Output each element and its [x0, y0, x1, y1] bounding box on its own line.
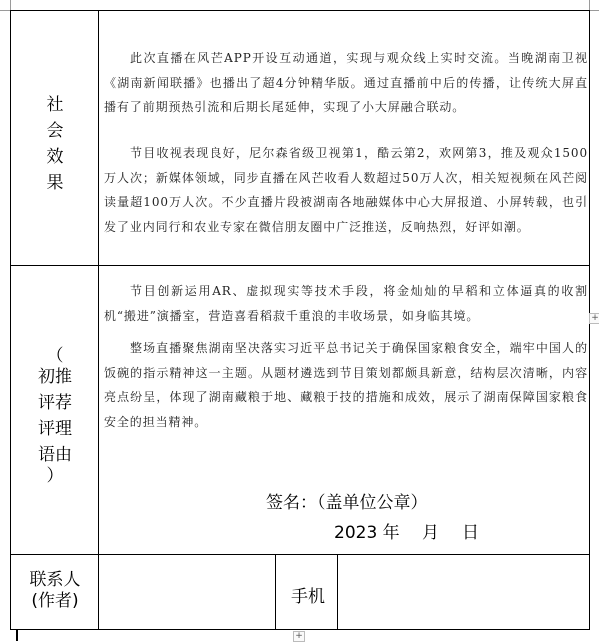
- next-row-stub: [16, 630, 18, 641]
- label-char: 会: [46, 121, 64, 141]
- social-effect-paragraph-1: 此次直播在风芒APP开设互动通道，实现与观众线上实时交流。当晚湖南卫视《湖南新闻联播》也播出了超4分钟精华版。通过直播前中后的传播，让传统大屏直播有了前期预热引流和后期长尾延伸，实现了小大屏融合联动。: [104, 51, 588, 114]
- table-left-border: [10, 10, 11, 630]
- recommendation-paragraph-1: 节目创新运用AR、虚拟现实等技术手段，将金灿灿的早稻和立体逼真的收割机“搬进”演播室，营造喜看稻菽千重浪的丰收场景，如身临其境。: [104, 284, 588, 323]
- signature-line: 签名：（盖单位公章）: [266, 493, 428, 513]
- table-bottom-border: [10, 629, 590, 630]
- contact-label-line1: 联系人: [29, 570, 81, 590]
- contact-label: [12, 570, 98, 612]
- label-char: （: [46, 346, 64, 366]
- crop-mark-v: [10, 0, 11, 10]
- add-row-marker[interactable]: +: [293, 631, 305, 642]
- crop-mark-h: [0, 10, 10, 11]
- label-char: 评荐: [38, 393, 72, 413]
- label-char: 语由: [38, 445, 72, 465]
- contact-phone-divider: [275, 554, 276, 630]
- label-column-divider: [98, 10, 99, 630]
- crop-mark-v-right: [589, 0, 590, 10]
- row-divider-2: [10, 554, 590, 555]
- label-char: 社: [46, 95, 64, 115]
- contact-label-line2: (作者): [31, 591, 79, 611]
- label-char: ）: [46, 466, 64, 486]
- label-char: 果: [46, 173, 64, 193]
- label-char: 评理: [38, 419, 72, 439]
- label-char: 效: [46, 147, 64, 167]
- social-effect-paragraph-2: 节目收视表现良好，尼尔森省级卫视第1，酷云第2，欢网第3，推及观众1500万人次；新媒体领域，同步直播在风芒收看人数超过50万人次，相关短视频在风芒阅读量超100万人次。不少直播片段被湖南各地融媒体中心大屏报道、小屏转载，也引发了业内同行和农业专家在微信朋友圈中广泛推送，反响热烈，好评如潮。: [104, 146, 588, 234]
- social-effect-label: [12, 92, 98, 196]
- add-column-marker[interactable]: +: [589, 313, 599, 324]
- label-char: 初推: [38, 367, 72, 387]
- date-day: 日: [462, 523, 479, 543]
- recommendation-label: [12, 348, 98, 484]
- date-year: 2023 年: [334, 523, 400, 543]
- date-month: 月: [422, 523, 439, 543]
- table-top-border: [10, 10, 590, 11]
- phone-label: 手机: [291, 587, 325, 607]
- crop-mark-h-right: [589, 10, 599, 11]
- phone-value-divider: [337, 554, 338, 630]
- recommendation-paragraph-2: 整场直播聚焦湖南坚决落实习近平总书记关于确保国家粮食安全，端牢中国人的饭碗的指示精神这一主题。从题材遴选到节目策划都颇具新意，结构层次清晰，内容亮点纷呈，体现了湖南藏粮于地、藏粮于技的措施和成效，展示了湖南保障国家粮食安全的担当精神。: [104, 341, 588, 429]
- row-divider-1: [10, 265, 590, 266]
